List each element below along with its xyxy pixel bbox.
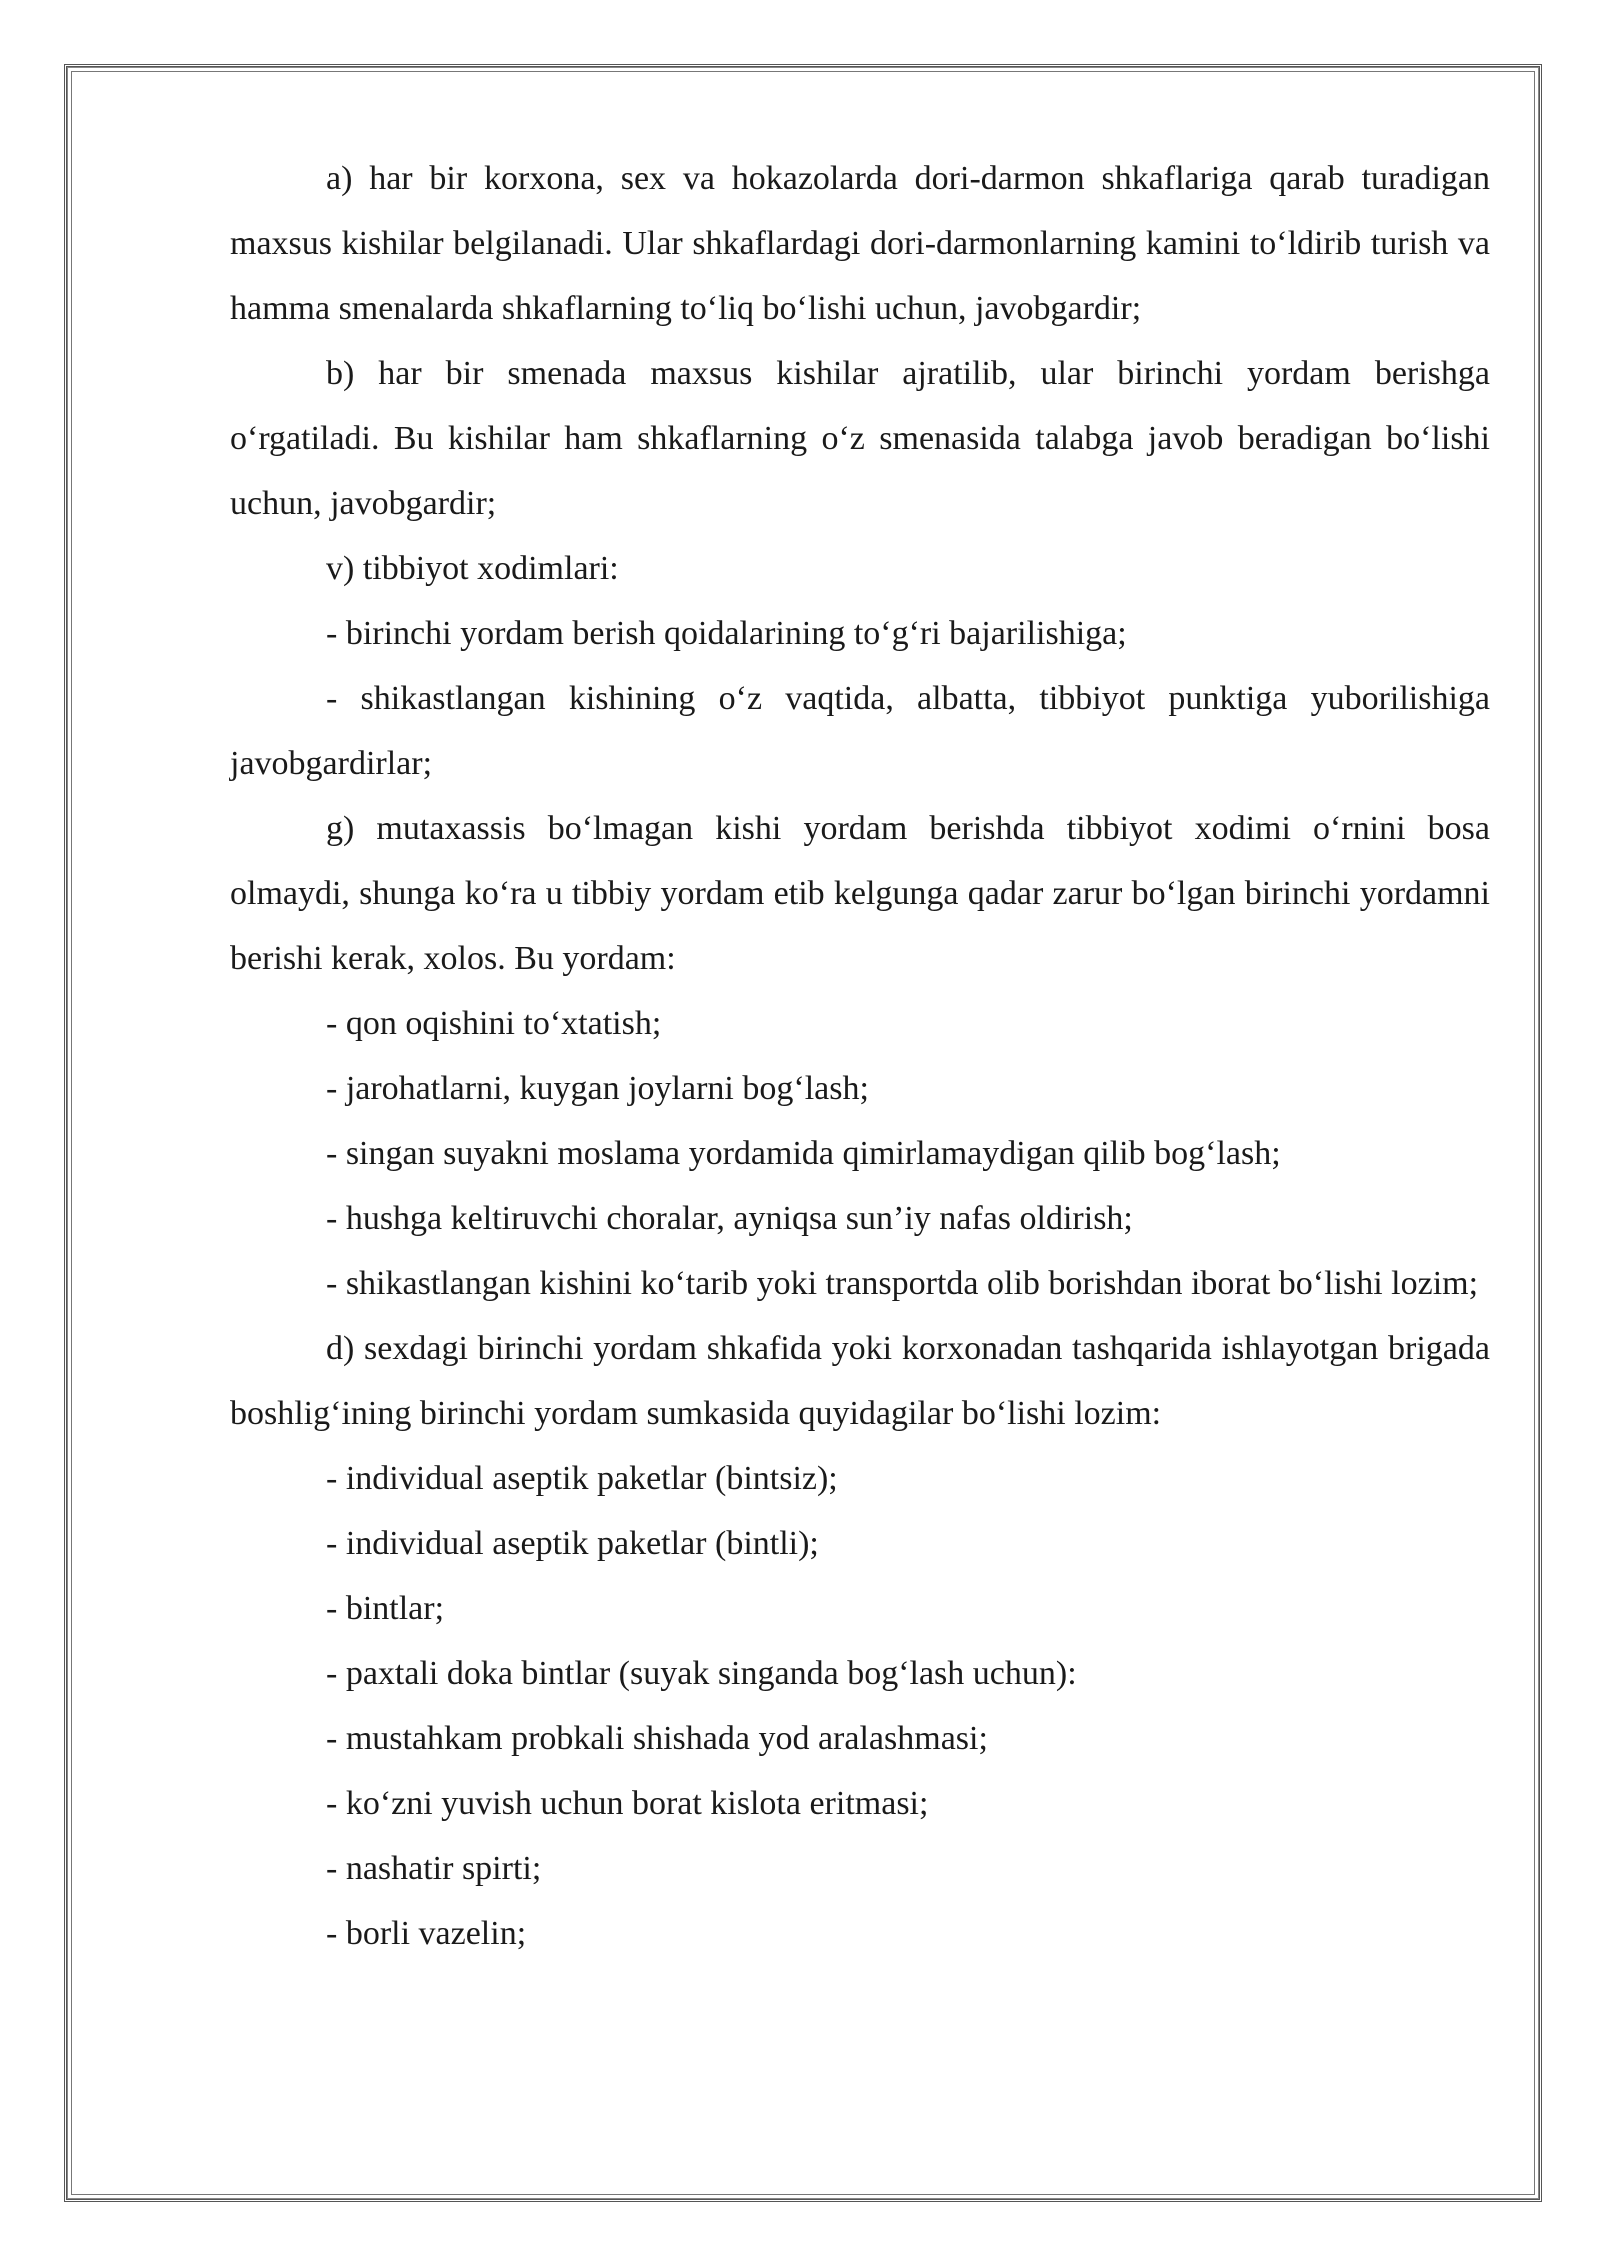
paragraph-d: d) sexdagi birinchi yordam shkafida yoki korxonadan tashqarida ishlayotgan brigada boshlig‘ining birinchi yordam sumkasida quyidagilar bo‘lishi lozim: [230, 1330, 1490, 1432]
list-item: - paxtali doka bintlar (suyak singanda bog‘lash uchun): [326, 1655, 1077, 1692]
paragraph-g: g) mutaxassis bo‘lmagan kishi yordam berishda tibbiyot xodimi o‘rnini bosa olmaydi, shunga ko‘ra u tibbiy yordam etib kelgunga qadar zarur bo‘lgan birinchi yordamni berishi kerak, xolos. Bu yordam: [230, 810, 1490, 977]
list-item: - mustahkam probkali shishada yod aralashmasi; [326, 1720, 988, 1757]
list-item: - birinchi yordam berish qoidalarining to‘g‘ri bajarilishiga; [326, 615, 1127, 652]
list-item: - individual aseptik paketlar (bintli); [326, 1525, 819, 1562]
list-item: - shikastlangan kishini ko‘tarib yoki transportda olib borishdan iborat bo‘lishi lozim; [326, 1265, 1479, 1302]
paragraph-a: a) har bir korxona, sex va hokazolarda dori-darmon shkaflariga qarab turadigan maxsus kishilar belgilanadi. Ular shkaflardagi dori-darmonlarning kamini to‘ldirib turish va hamma smenalarda shkaflarning to‘liq bo‘lishi uchun, javobgardir; [230, 160, 1490, 327]
paragraph-b: b) har bir smenada maxsus kishilar ajratilib, ular birinchi yordam berishga o‘rgatiladi. Bu kishilar ham shkaflarning o‘z smenasida talabga javob beradigan bo‘lishi uchun, javobgardir; [230, 355, 1490, 522]
list-item: - nashatir spirti; [326, 1850, 542, 1887]
list-item: - qon oqishini to‘xtatish; [326, 1005, 662, 1042]
list-item: - jarohatlarni, kuygan joylarni bog‘lash; [326, 1070, 869, 1107]
list-item: - bintlar; [326, 1590, 445, 1627]
list-item: - borli vazelin; [326, 1915, 527, 1952]
list-item: - shikastlangan kishining o‘z vaqtida, albatta, tibbiyot punktiga yuborilishiga javobgardirlar; [230, 680, 1490, 782]
list-item: - singan suyakni moslama yordamida qimirlamaydigan qilib bog‘lash; [326, 1135, 1281, 1172]
list-item: - individual aseptik paketlar (bintsiz); [326, 1460, 838, 1497]
list-item: - hushga keltiruvchi choralar, ayniqsa sun’iy nafas oldirish; [326, 1200, 1133, 1237]
list-item: - ko‘zni yuvish uchun borat kislota eritmasi; [326, 1785, 929, 1822]
paragraph-v: v) tibbiyot xodimlari: [326, 550, 619, 587]
document-body [230, 146, 1490, 1966]
